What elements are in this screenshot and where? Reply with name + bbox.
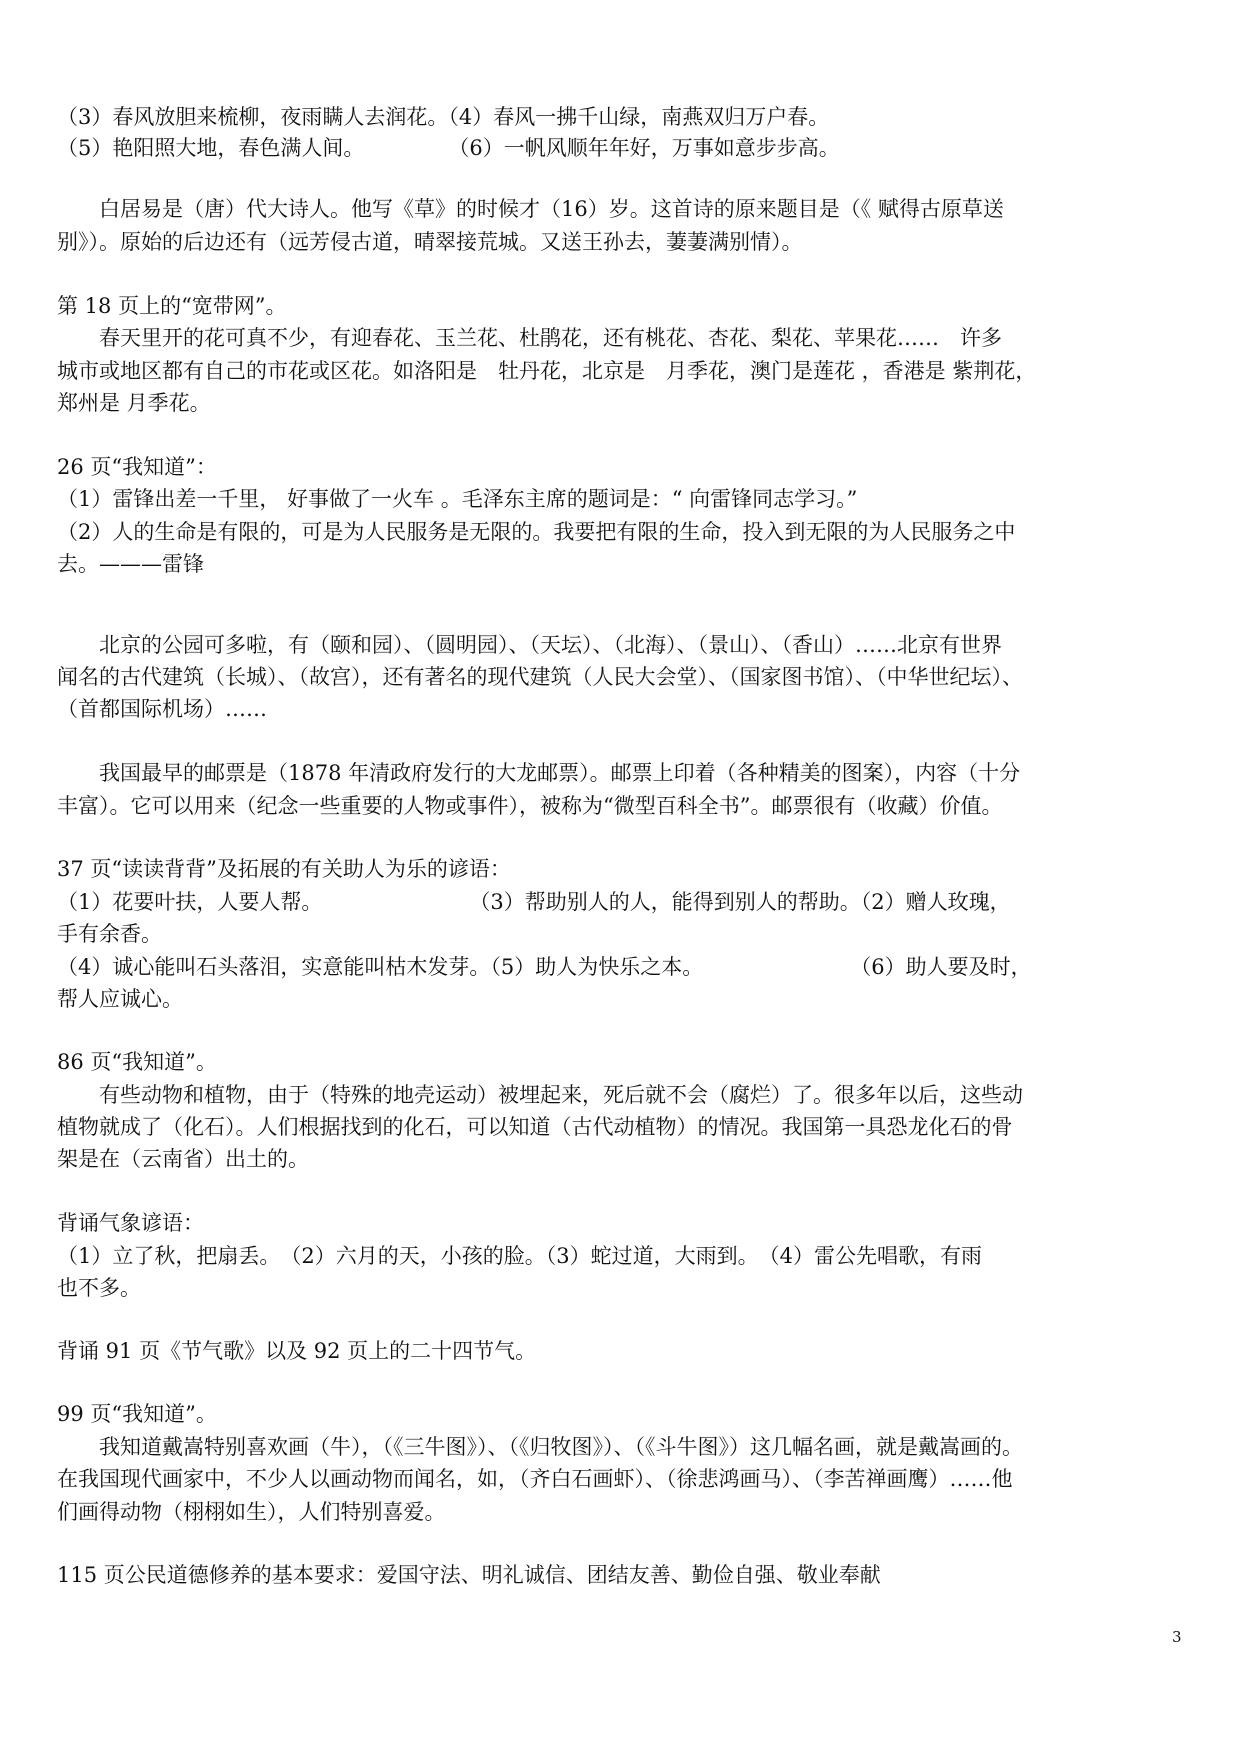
page-number: 3 <box>1172 1628 1182 1646</box>
text-line: 别》）。原始的后边还有（远芳侵古道，晴翠接荒城。又送王孙去，萋萋满别情）。 <box>57 230 803 254</box>
text-line: （1）雷锋出差一千里， 好事做了一火车 。毛泽东主席的题词是：“ 向雷锋同志学习。” <box>57 487 858 511</box>
text-line: 在我国现代画家中，不少人以画动物而闻名，如，（齐白石画虾）、（徐悲鸿画马）、（李苦禅画鹰）……他 <box>57 1467 1013 1491</box>
text-line: （首都国际机场）…… <box>57 697 267 721</box>
text-line: （1）花要叶扶，人要人帮。 （3）帮助别人的人，能得到别人的帮助。（2）赠人玫瑰， <box>57 890 1011 914</box>
text-line: 有些动物和植物，由于（特殊的地壳运动）被埋起来，死后就不会（腐烂）了。很多年以后，这些动 <box>57 1083 1023 1107</box>
text-line: 我知道戴嵩特别喜欢画（牛），（《三牛图》）、（《归牧图》）、（《斗牛图》）这几幅名画，就是戴嵩画的。 <box>57 1435 1023 1459</box>
text-line: 郑州是 月季花。 <box>57 391 211 415</box>
text-line: 丰富）。它可以用来（纪念一些重要的人物或事件），被称为“微型百科全书”。邮票很有（收藏）价值。 <box>57 794 1003 818</box>
text-line: 26 页“我知道”： <box>57 455 217 479</box>
text-line: 手有余香。 <box>57 922 162 946</box>
text-line: 86 页“我知道”。 <box>57 1050 217 1074</box>
text-line: （5）艳阳照大地，春色满人间。 （6）一帆风顺年年好，万事如意步步高。 <box>57 136 840 160</box>
text-line: 北京的公园可多啦，有（颐和园）、（圆明园）、（天坛）、（北海）、（景山）、（香山）……北京有世界 <box>57 633 1002 657</box>
text-line: 架是在（云南省）出土的。 <box>57 1147 309 1171</box>
text-line: 城市或地区都有自己的市花或区花。如洛阳是 牡丹花，北京是 月季花，澳门是莲花 ，香港是 紫荆花， <box>57 359 1037 383</box>
text-line: （2）人的生命是有限的，可是为人民服务是无限的。我要把有限的生命，投入到无限的为人民服务之中 <box>57 520 1016 544</box>
text-line: 去。———雷锋 <box>57 552 204 576</box>
text-line: 白居易是（唐）代大诗人。他写《草》的时候才（16）岁。这首诗的原来题目是（《 赋得古原草送 <box>57 197 1004 221</box>
text-line: 背诵 91 页《节气歌》以及 92 页上的二十四节气。 <box>57 1339 537 1363</box>
text-line: （1）立了秋，把扇丢。 （2）六月的天，小孩的脸。（3）蛇过道，大雨到。 （4）雷公先唱歌，有雨 <box>57 1244 982 1268</box>
text-line: （4）诚心能叫石头落泪，实意能叫枯木发芽。（5）助人为快乐之本。 （6）助人要及时， <box>57 955 1032 979</box>
text-line: 春天里开的花可真不少，有迎春花、玉兰花、杜鹃花，还有桃花、杏花、梨花、苹果花…… 许多 <box>57 326 1002 350</box>
text-line: 99 页“我知道”。 <box>57 1402 217 1426</box>
text-line: 115 页公民道德修养的基本要求：爱国守法、明礼诚信、团结友善、勤俭自强、敬业奉献 <box>57 1563 881 1587</box>
text-line: 我国最早的邮票是（1878 年清政府发行的大龙邮票）。邮票上印着（各种精美的图案），内容（十分 <box>57 761 1021 785</box>
text-line: 也不多。 <box>57 1276 141 1300</box>
text-line: （3）春风放胆来梳柳，夜雨瞒人去润花。（4）春风一拂千山绿，南燕双归万户春。 <box>57 105 830 129</box>
text-line: 闻名的古代建筑（长城）、（故宫），还有著名的现代建筑（人民大会堂）、（国家图书馆）、（中华世纪坛）、 <box>57 665 1023 689</box>
text-line: 背诵气象谚语： <box>57 1211 204 1235</box>
text-line: 第 18 页上的“宽带网”。 <box>57 294 287 318</box>
text-line: 37 页“读读背背”及拓展的有关助人为乐的谚语： <box>57 857 511 881</box>
text-line: 帮人应诚心。 <box>57 987 183 1011</box>
text-line: 植物就成了（化石）。人们根据找到的化石，可以知道（古代动植物）的情况。我国第一具恐龙化石的骨 <box>57 1115 1013 1139</box>
text-line: 们画得动物（栩栩如生），人们特别喜爱。 <box>57 1500 446 1524</box>
